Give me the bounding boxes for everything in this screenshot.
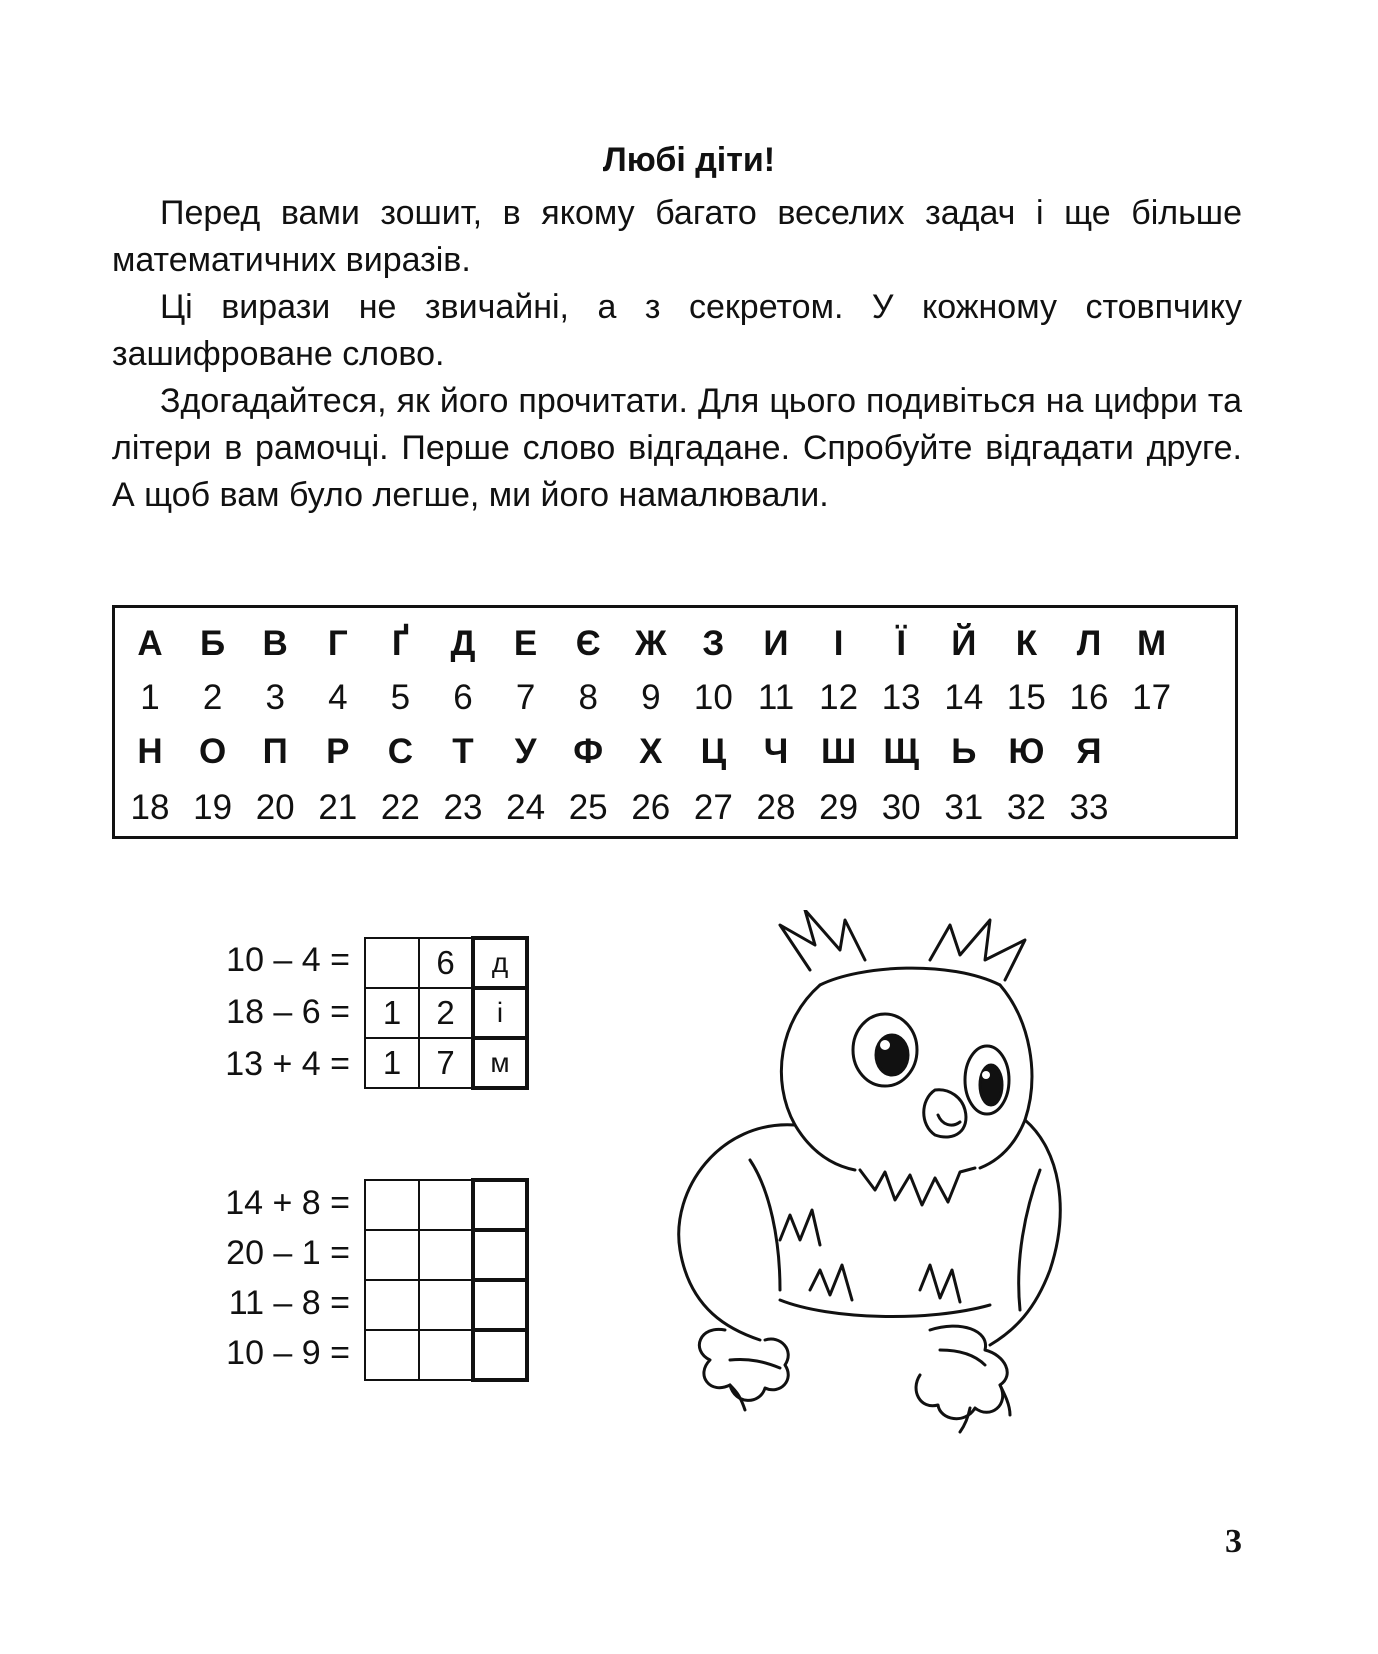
alphabet-number: 10 <box>693 678 733 717</box>
alphabet-letter: М <box>1137 624 1167 663</box>
alphabet-number: 14 <box>944 678 984 717</box>
alphabet-number: 23 <box>443 788 483 827</box>
alphabet-number: 13 <box>881 678 921 717</box>
alphabet-row-2-numbers <box>115 780 1235 836</box>
expression: 18 – 6 = <box>226 993 350 1031</box>
tens-cell[interactable] <box>365 1180 419 1230</box>
letter-cell[interactable] <box>473 1180 527 1230</box>
owl-illustration <box>630 910 1130 1450</box>
letter-cell[interactable] <box>473 1330 527 1380</box>
intro-paragraph-3: Здогадайтеся, як його прочитати. Для цього подивіться на цифри та літери в рамочці. Перше слово відгадане. Спробуйте відгадати друге. А щоб вам було легше, ми його намалювали. <box>112 382 1242 514</box>
tens-cell: 1 <box>365 988 419 1038</box>
alphabet-letter: В <box>262 624 288 663</box>
letter-cell: д <box>473 938 527 988</box>
alphabet-number: 2 <box>202 678 223 717</box>
grid-row <box>365 1280 527 1330</box>
alphabet-number: 5 <box>390 678 411 717</box>
alphabet-number: 24 <box>506 788 546 827</box>
alphabet-letter: Я <box>1076 732 1102 771</box>
alphabet-number: 28 <box>756 788 796 827</box>
alphabet-number: 22 <box>380 788 420 827</box>
alphabet-letter: И <box>763 624 789 663</box>
alphabet-row-2-letters <box>115 724 1235 780</box>
alphabet-number: 21 <box>318 788 358 827</box>
alphabet-letter: Й <box>951 624 977 663</box>
ones-cell: 7 <box>419 1038 473 1088</box>
alphabet-row-1-numbers <box>115 670 1235 726</box>
tens-cell[interactable] <box>365 1230 419 1280</box>
alphabet-letter: Ь <box>951 732 977 771</box>
answer-grid-1 <box>364 936 529 1090</box>
grid-row <box>365 938 527 988</box>
intro-paragraph-2: Ці вирази не звичайні, а з секретом. У кожному стовпчику зашифроване слово. <box>112 288 1242 373</box>
alphabet-letter: Е <box>513 624 538 663</box>
alphabet-number: 6 <box>453 678 473 717</box>
expression: 14 + 8 = <box>225 1184 350 1222</box>
tens-cell: 1 <box>365 1038 419 1088</box>
alphabet-code-table <box>112 605 1238 839</box>
alphabet-letter: У <box>514 732 537 771</box>
letter-cell: і <box>473 988 527 1038</box>
letter-cell[interactable] <box>473 1230 527 1280</box>
alphabet-number: 12 <box>819 678 859 717</box>
alphabet-number: 30 <box>881 788 921 827</box>
alphabet-letter: К <box>1015 624 1038 663</box>
alphabet-letter: Г <box>327 624 348 663</box>
ones-cell[interactable] <box>419 1330 473 1380</box>
ones-cell: 6 <box>419 938 473 988</box>
alphabet-letter: Л <box>1076 624 1102 663</box>
alphabet-number: 7 <box>515 678 536 717</box>
grid-row <box>365 988 527 1038</box>
alphabet-letter: Щ <box>883 732 920 771</box>
alphabet-letter: Ї <box>896 624 907 663</box>
alphabet-number: 18 <box>130 788 170 827</box>
alphabet-number: 33 <box>1069 788 1109 827</box>
ones-cell: 2 <box>419 988 473 1038</box>
alphabet-letter: Є <box>575 624 601 663</box>
page-title: Любі діти! <box>602 141 776 179</box>
tens-cell <box>365 938 419 988</box>
grid-row <box>365 1038 527 1088</box>
alphabet-letter: П <box>262 732 288 771</box>
expression: 20 – 1 = <box>226 1234 350 1272</box>
alphabet-number: 3 <box>265 678 285 717</box>
alphabet-letter: Ж <box>634 624 667 663</box>
alphabet-number: 27 <box>693 788 733 827</box>
alphabet-number: 8 <box>578 678 598 717</box>
alphabet-number: 15 <box>1006 678 1046 717</box>
answer-grid-2 <box>364 1178 529 1382</box>
alphabet-row-1-letters <box>115 616 1235 672</box>
page-number: 3 <box>1225 1523 1242 1560</box>
ones-cell[interactable] <box>419 1180 473 1230</box>
alphabet-number: 25 <box>568 788 608 827</box>
alphabet-number: 31 <box>944 788 984 827</box>
alphabet-number: 20 <box>255 788 295 827</box>
alphabet-letter: Р <box>326 732 350 771</box>
alphabet-number: 29 <box>819 788 859 827</box>
alphabet-letter: Ф <box>573 732 604 771</box>
alphabet-letter: Ю <box>1008 732 1045 771</box>
tens-cell[interactable] <box>365 1280 419 1330</box>
alphabet-letter: Д <box>450 624 476 663</box>
alphabet-letter: С <box>387 732 414 771</box>
ones-cell[interactable] <box>419 1230 473 1280</box>
ones-cell[interactable] <box>419 1280 473 1330</box>
alphabet-letter: І <box>833 624 844 663</box>
alphabet-letter: З <box>702 624 725 663</box>
alphabet-letter: Ч <box>763 732 789 771</box>
alphabet-letter: Т <box>452 732 474 771</box>
letter-cell: м <box>473 1038 527 1088</box>
grid-row <box>365 1180 527 1230</box>
alphabet-number: 9 <box>641 678 661 717</box>
alphabet-letter: А <box>137 624 163 663</box>
intro-paragraph-1: Перед вами зошит, в якому багато веселих задач і ще більше математичних виразів. <box>112 194 1242 279</box>
grid-row <box>365 1230 527 1280</box>
alphabet-number: 26 <box>631 788 671 827</box>
alphabet-number: 32 <box>1006 788 1046 827</box>
alphabet-number: 11 <box>757 678 795 717</box>
alphabet-letter: Ш <box>821 732 857 771</box>
alphabet-letter: Ц <box>700 732 727 771</box>
alphabet-number: 16 <box>1069 678 1109 717</box>
alphabet-letter: Ґ <box>391 624 409 663</box>
expression: 11 – 8 = <box>228 1284 350 1322</box>
expression: 10 – 9 = <box>226 1334 350 1372</box>
alphabet-letter: Б <box>200 624 226 663</box>
alphabet-number: 17 <box>1132 678 1172 717</box>
letter-cell[interactable] <box>473 1280 527 1330</box>
alphabet-letter: Н <box>137 732 163 771</box>
grid-row <box>365 1330 527 1380</box>
alphabet-number: 19 <box>193 788 233 827</box>
alphabet-letter: Х <box>639 732 663 771</box>
alphabet-number: 1 <box>140 678 160 717</box>
alphabet-letter: О <box>198 732 227 771</box>
expression: 13 + 4 = <box>225 1045 350 1083</box>
expression: 10 – 4 = <box>226 941 350 979</box>
alphabet-number: 4 <box>328 678 348 717</box>
tens-cell[interactable] <box>365 1330 419 1380</box>
